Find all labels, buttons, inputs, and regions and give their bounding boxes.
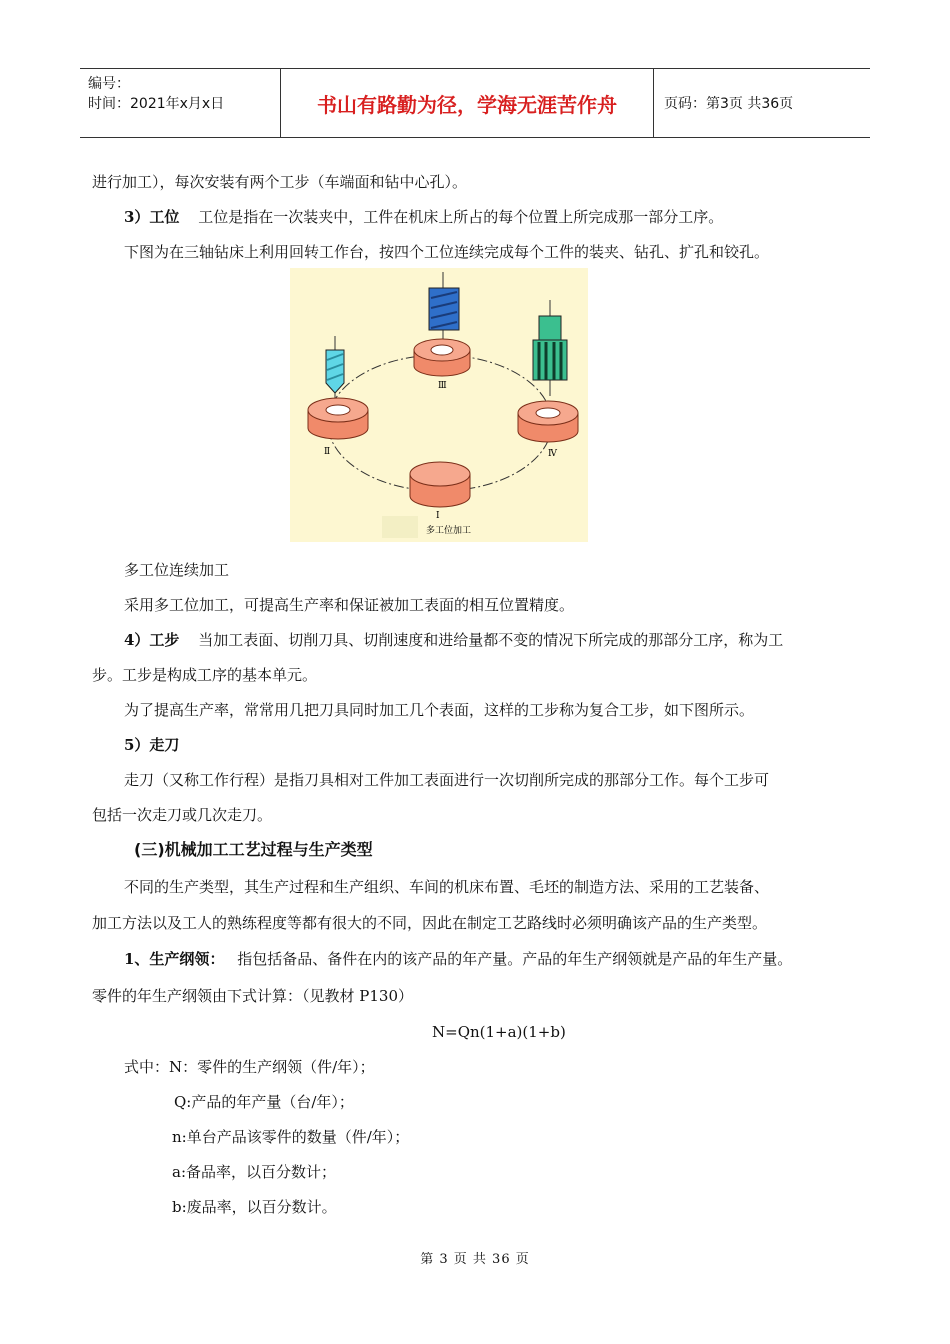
para-line: 零件的年生产纲领由下式计算：（见教材 P130） bbox=[92, 987, 413, 1005]
production-program bbox=[124, 949, 792, 969]
definition: b:废品率，以百分数计。 bbox=[172, 1198, 337, 1216]
header-page-info: 页码：第3页 共36页 bbox=[664, 96, 794, 112]
header-number: 编号： bbox=[88, 76, 130, 92]
section-4-heading: 4）工步 bbox=[124, 631, 180, 649]
multi-station-diagram bbox=[290, 268, 588, 542]
definition: n:单台产品该零件的数量（件/年）； bbox=[172, 1128, 410, 1146]
formula: N=Qn(1+a)(1+b) bbox=[432, 1023, 566, 1041]
label-III: Ⅲ bbox=[438, 381, 447, 391]
para-line: 为了提高生产率，常常用几把刀具同时加工几个表面，这样的工步称为复合工步，如下图所示。 bbox=[124, 701, 755, 719]
caption-box bbox=[382, 516, 418, 538]
para-line: 加工方法以及工人的熟练程度等都有很大的不同，因此在制定工艺路线时必须明确该产品的生产类型。 bbox=[92, 914, 768, 932]
multi-station-figure bbox=[290, 268, 588, 542]
label-II: Ⅱ bbox=[324, 447, 331, 457]
figure-caption: 多工位连续加工 bbox=[124, 561, 230, 579]
station-II-ring bbox=[308, 398, 368, 439]
section-4-step bbox=[124, 630, 783, 650]
section-title: (三)机械加工工艺过程与生产类型 bbox=[134, 840, 373, 859]
header-meta bbox=[80, 69, 280, 137]
station-IV-ring bbox=[518, 401, 578, 442]
reamer-tool-icon bbox=[429, 272, 459, 348]
header-motto: 书山有路勤为径，学海无涯苦作舟 bbox=[280, 69, 654, 137]
inner-caption: 多工位加工 bbox=[426, 526, 472, 536]
para-line: 采用多工位加工，可提高生产率和保证被加工表面的相互位置精度。 bbox=[124, 596, 575, 614]
definition: 式中：N：零件的生产纲领（件/年）； bbox=[124, 1058, 375, 1076]
expander-tool-icon bbox=[533, 300, 567, 396]
page-footer: 第 3 页 共 36 页 bbox=[420, 1252, 530, 1267]
para-line: 包括一次走刀或几次走刀。 bbox=[92, 806, 273, 824]
section-3-workstation bbox=[124, 207, 723, 227]
figure-intro: 下图为在三轴钻床上利用回转工作台，按四个工位连续完成每个工件的装夹、钻孔、扩孔和铰孔。 bbox=[124, 243, 770, 261]
label-I: Ⅰ bbox=[436, 511, 440, 521]
definition: Q:产品的年产量（台/年）； bbox=[174, 1093, 354, 1111]
definition: a:备品率，以百分数计； bbox=[172, 1163, 336, 1181]
production-program-text: 指包括备品、备件在内的该产品的年产量。产品的年生产纲领就是产品的年生产量。 bbox=[237, 950, 793, 968]
header-time: 时间：2021年x月x日 bbox=[88, 96, 225, 112]
para-line: 走刀（又称工作行程）是指刀具相对工件加工表面进行一次切削所完成的那部分工作。每个工步可 bbox=[124, 771, 770, 789]
para-line: 步。工步是构成工序的基本单元。 bbox=[92, 666, 318, 684]
station-I-ring bbox=[410, 462, 470, 507]
section-3-text: 工位是指在一次装夹中，工件在机床上所占的每个位置上所完成那一部分工序。 bbox=[198, 208, 724, 226]
page-header bbox=[80, 68, 870, 138]
production-program-heading: 1、生产纲领： bbox=[124, 950, 225, 968]
section-5-heading: 5）走刀 bbox=[124, 736, 180, 754]
station-III-ring bbox=[414, 339, 470, 376]
drill-tool-icon bbox=[326, 336, 344, 408]
section-3-heading: 3）工位 bbox=[124, 208, 180, 226]
para-line: 不同的生产类型，其生产过程和生产组织、车间的机床布置、毛坯的制造方法、采用的工艺装备、 bbox=[124, 878, 770, 896]
label-IV: Ⅳ bbox=[548, 449, 557, 459]
para-line: 进行加工），每次安装有两个工步（车端面和钻中心孔）。 bbox=[92, 173, 468, 191]
section-4-text: 当加工表面、切削刀具、切削速度和进给量都不变的情况下所完成的那部分工序，称为工 bbox=[198, 631, 784, 649]
